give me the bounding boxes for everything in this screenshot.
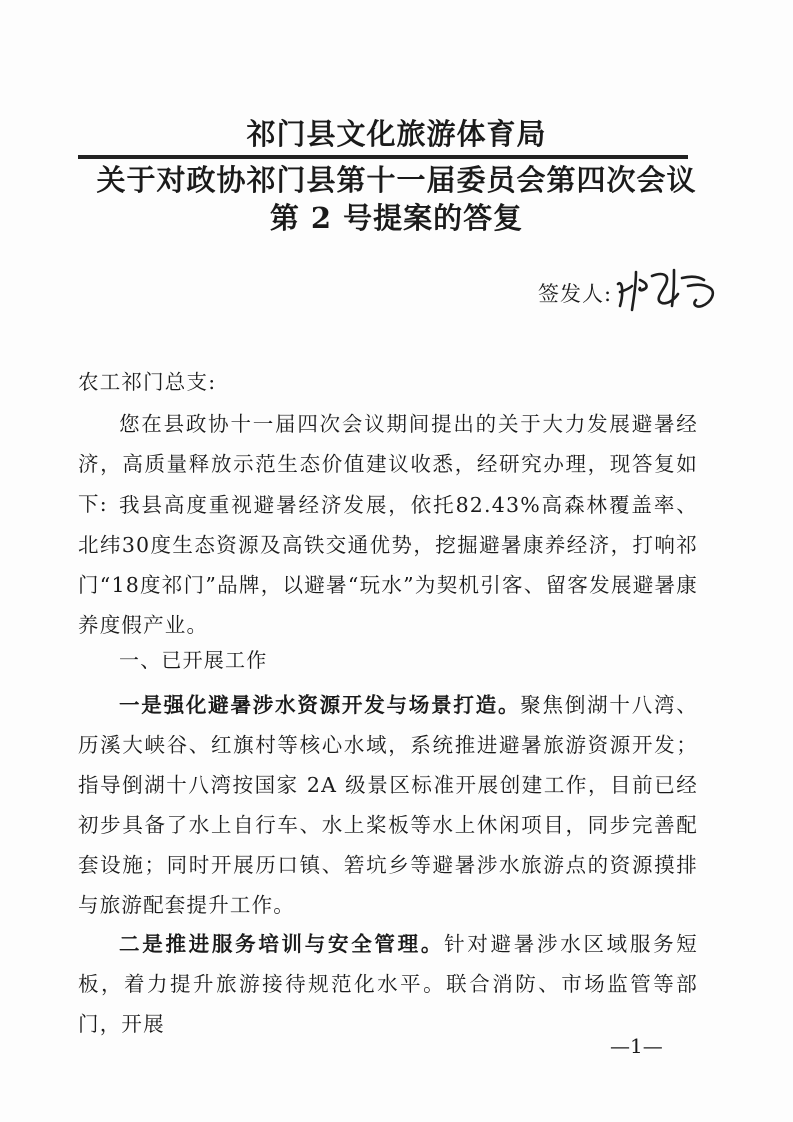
header-divider-rule [78,155,688,159]
paragraph-lead: 一是强化避暑涉水资源开发与场景打造。 [119,693,521,717]
paragraph-body: 针对避暑涉水区域服务短板，着力提升旅游接待规范化水平。联合消防、市场监管等部门，开展 [78,932,698,1036]
document-title-line-1: 关于对政协祁门县第十一届委员会第四次会议 [96,163,697,197]
section-heading: 一、已开展工作 [119,648,268,672]
paragraph-body: 聚焦倒湖十八湾、历溪大峡谷、红旗村等核心水域，系统推进避暑旅游资源开发；指导倒湖十八湾按国家 2A 级景区标准开展创建工作，目前已经初步具备了水上自行车、水上桨板等水上休闲项目，同步完善配套设施；同时开展历口镇、箬坑乡等避暑涉水旅游点的资源摸排与旅游配套提升工作。 [78,693,698,917]
page-number: —1— [610,1034,663,1058]
paragraph-acknowledgement: 您在县政协十一届四次会议期间提出的关于大力发展避暑经济，高质量释放示范生态价值建议收悉，经研究办理，现答复如下: [78,412,698,516]
issuing-organization: 祁门县文化旅游体育局 [246,117,547,151]
paragraph-overview: 我县高度重视避暑经济发展，依托82.43%高森林覆盖率、北纬30度生态资源及高铁交通优势，挖掘避暑康养经济，打响祁门“18度祁门”品牌，以避暑“玩水”为契机引客、留客发展避暑康养度假产业。 [78,493,698,637]
paragraph-lead: 二是推进服务培训与安全管理。 [119,932,445,956]
salutation: 农工祁门总支: [78,370,217,394]
paragraph-resource-development [78,685,698,925]
paragraph-service-training [78,924,698,1044]
document-title-line-2: 第 2 号提案的答复 [269,201,524,235]
handwritten-signature [612,262,732,312]
signer-label: 签发人: [538,282,613,306]
